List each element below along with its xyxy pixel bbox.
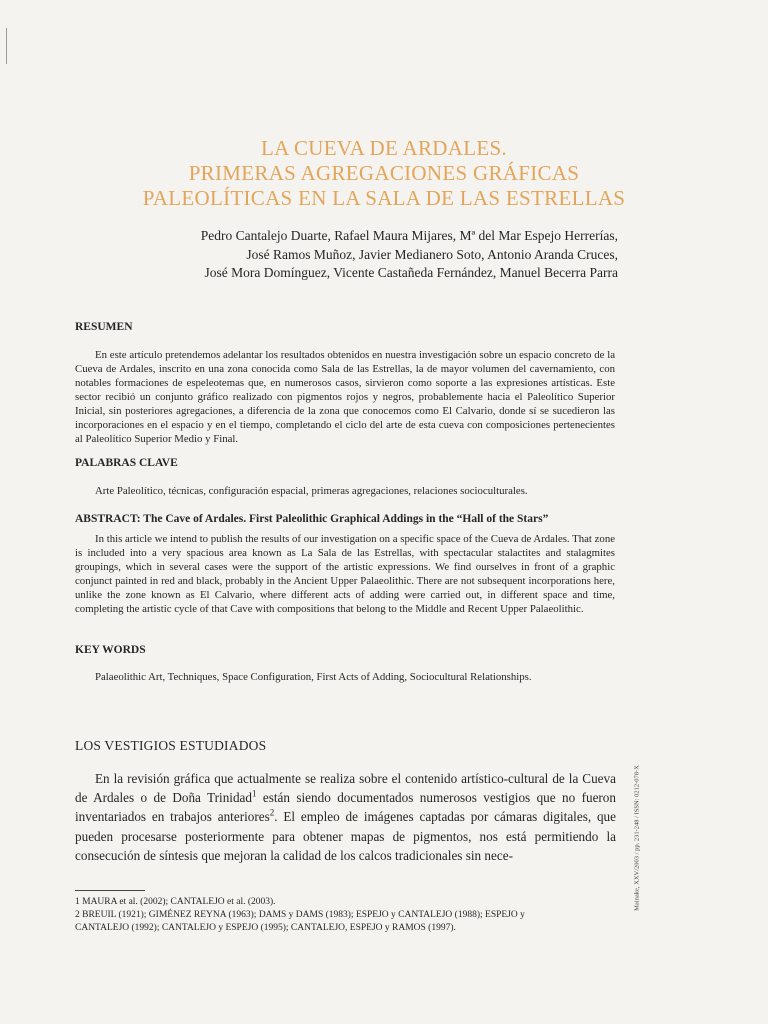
footnote-rule bbox=[75, 890, 145, 891]
footnote-2-line-1: 2 BREUIL (1921); GIMÉNEZ REYNA (1963); DAMS y DAMS (1983); ESPEJO y CANTALEJO (1988); ESPEJO y bbox=[75, 910, 525, 920]
body-paragraph bbox=[75, 769, 616, 865]
footnote-2-line-2: CANTALEJO (1992); CANTALEJO y ESPEJO (1995); CANTALEJO, ESPEJO y RAMOS (1997). bbox=[75, 923, 456, 933]
body-text-part-2: están siendo documentados numerosos vestigios que no fueron inventariados en trabajos anteriores bbox=[75, 790, 616, 825]
abstract-heading: ABSTRACT: The Cave of Ardales. First Paleolithic Graphical Addings in the “Hall of the Stars” bbox=[75, 513, 549, 525]
body-text-part-3: . El empleo de imágenes captadas por cámaras digitales, que pueden procesarse posteriormente para obtener mapas de pigmentos, nos está permitiendo la consecución de síntesis que mejoran la calidad de los calcos tradicionales sin nece- bbox=[75, 809, 616, 863]
authors-line-2: José Ramos Muñoz, Javier Medianero Soto, Antonio Aranda Cruces, bbox=[246, 246, 618, 262]
authors-line-3: José Mora Domínguez, Vicente Castañeda Fernández, Manuel Becerra Parra bbox=[204, 265, 618, 280]
footnote-ref-1: 1 bbox=[252, 788, 257, 799]
scan-edge-mark bbox=[6, 28, 7, 64]
section-heading: LOS VESTIGIOS ESTUDIADOS bbox=[75, 738, 267, 753]
footnote-ref-2: 2 bbox=[269, 808, 275, 819]
key-words-heading: KEY WORDS bbox=[75, 644, 146, 656]
authors-line-1: Pedro Cantalejo Duarte, Rafael Maura Mijares, Mª del Mar Espejo Herrerías, bbox=[200, 228, 618, 243]
resumen-heading: RESUMEN bbox=[75, 321, 133, 333]
article-title bbox=[0, 136, 768, 211]
title-line-3: PALEOLÍTICAS EN LA SALA DE LAS ESTRELLAS bbox=[142, 186, 626, 210]
abstract-text: In this article we intend to publish the results of our investigation on a specific space of the Cueva de Ardales. That zone is included into a very spacious area known as La Sala de las Estrellas, with spectacular stalactites and stalagmites groupings, which in several cases were the support of the artistic expressions. We find ourselves in front of a graphic conjunct painted in red and black, probably in the Ancient Upper Palaeolithic. There are not subsequent incorporations here, unlike the zone known as El Calvario, where different acts of adding were carried out, in different space and time, completing the artistic cycle of that Cave with compositions that belong to the Middle and Recent Upper Palaeolithic. bbox=[75, 533, 616, 615]
footnotes bbox=[75, 896, 617, 935]
title-line-2: PRIMERAS AGREGACIONES GRÁFICAS bbox=[188, 161, 580, 185]
body-text-part-1: En la revisión gráfica que actualmente se realiza sobre el contenido artístico-cultural de la Cueva de Ardales o de Doña Trinidad bbox=[75, 771, 616, 806]
resumen-text: En este artículo pretendemos adelantar los resultados obtenidos en nuestra investigación sobre un espacio concreto de la Cueva de Ardales, inscrito en una zona conocida como Sala de las Estrellas, la de mayor volumen del cavernamiento, con notables formaciones de espeleotemas que, en numerosos casos, sirvieron como soporte a las expresiones artísticas. Este sector recibió un conjunto gráfico realizado con pigmentos rojos y negros, probablemente hacia el Paleolítico Superior Inicial, sin posteriores agregaciones, a diferencia de la zona que conocemos como El Calvario, donde sí se sucedieron las incorporaciones en el espacio y en el tiempo, completando el ciclo del arte de esta cueva con composiciones pertenecientes al Paleolítico Superior Medio y Final. bbox=[75, 349, 615, 445]
palabras-clave-text: Arte Paleolítico, técnicas, configuración espacial, primeras agregaciones, relaciones socioculturales. bbox=[95, 485, 528, 497]
palabras-clave-heading: PALABRAS CLAVE bbox=[75, 457, 178, 469]
key-words-text: Palaeolithic Art, Techniques, Space Configuration, First Acts of Adding, Sociocultural Relationships. bbox=[95, 671, 532, 683]
footnote-1: 1 MAURA et al. (2002); CANTALEJO et al. (2003). bbox=[75, 897, 276, 907]
title-line-1: LA CUEVA DE ARDALES. bbox=[261, 136, 507, 160]
author-list bbox=[201, 227, 618, 283]
journal-side-note: Mainake, XXV/2003 / pp. 231-248 / ISSN: 0212-078-X bbox=[633, 765, 641, 911]
